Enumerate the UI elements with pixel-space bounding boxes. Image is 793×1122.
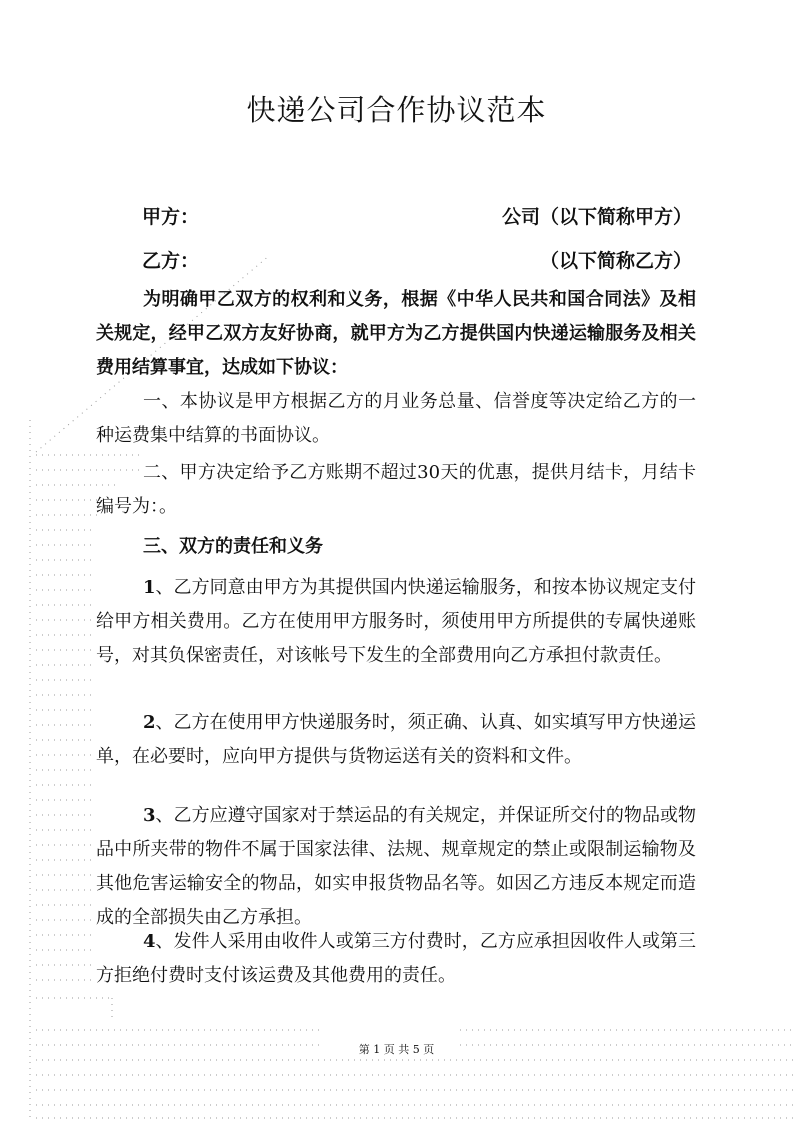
- item-3-text: 、乙方应遵守国家对于禁运品的有关规定，并保证所交付的物品或物品中所夹带的物件不属于国家法律、法规、规章规定的禁止或限制运输物及其他危害运输安全的物品，如实申报货物品名等。如因乙方违反本规定而造成的全部损失由乙方承担。: [96, 805, 696, 928]
- item-4-number: 4: [143, 931, 156, 952]
- item-3-paragraph: [96, 799, 696, 935]
- intro-paragraph: 为明确甲乙双方的权利和义务，根据《中华人民共和国合同法》及相关规定，经甲乙双方友好协商，就甲方为乙方提供国内快递运输服务及相关费用结算事宜，达成如下协议：: [96, 289, 696, 378]
- party-a-suffix: 公司（以下简称甲方）: [501, 206, 692, 228]
- item-1-text: 、乙方同意由甲方为其提供国内快递运输服务，和按本协议规定支付给甲方相关费用。乙方在使用甲方服务时，须使用甲方所提供的专属快递账号，对其负保密责任，对该帐号下发生的全部费用向乙方承担付款责任。: [96, 577, 696, 666]
- item-1-paragraph: [96, 571, 696, 673]
- party-b-suffix: （以下简称乙方）: [539, 250, 692, 272]
- clause-1-paragraph: 一、本协议是甲方根据乙方的月业务总量、信誉度等决定给乙方的一种运费集中结算的书面协议。: [96, 391, 696, 446]
- item-1-number: 1: [143, 577, 156, 598]
- party-a-line: [142, 202, 692, 232]
- item-2-paragraph: [96, 706, 696, 774]
- item-4-text: 、发件人采用由收件人或第三方付费时，乙方应承担因收件人或第三方拒绝付费时支付该运费及其他费用的责任。: [96, 931, 696, 986]
- item-2-number: 2: [143, 712, 156, 733]
- party-a-label: 甲方：: [142, 206, 200, 228]
- party-b-line: [142, 246, 692, 276]
- item-2-text: 、乙方在使用甲方快递服务时，须正确、认真、如实填写甲方快递运单，在必要时，应向甲方提供与货物运送有关的资料和文件。: [96, 712, 696, 767]
- party-b-label: 乙方：: [142, 250, 200, 272]
- document-title: 快递公司合作协议范本: [246, 93, 547, 127]
- item-4-paragraph: [96, 925, 696, 993]
- clause-2-paragraph: 二、甲方决定给予乙方账期不超过30天的优惠，提供月结卡，月结卡编号为：。: [96, 462, 696, 517]
- page-number-footer: 第 1 页 共 5 页: [358, 1043, 435, 1056]
- clause-3-heading: 三、双方的责任和义务: [143, 536, 323, 557]
- item-3-number: 3: [143, 805, 156, 826]
